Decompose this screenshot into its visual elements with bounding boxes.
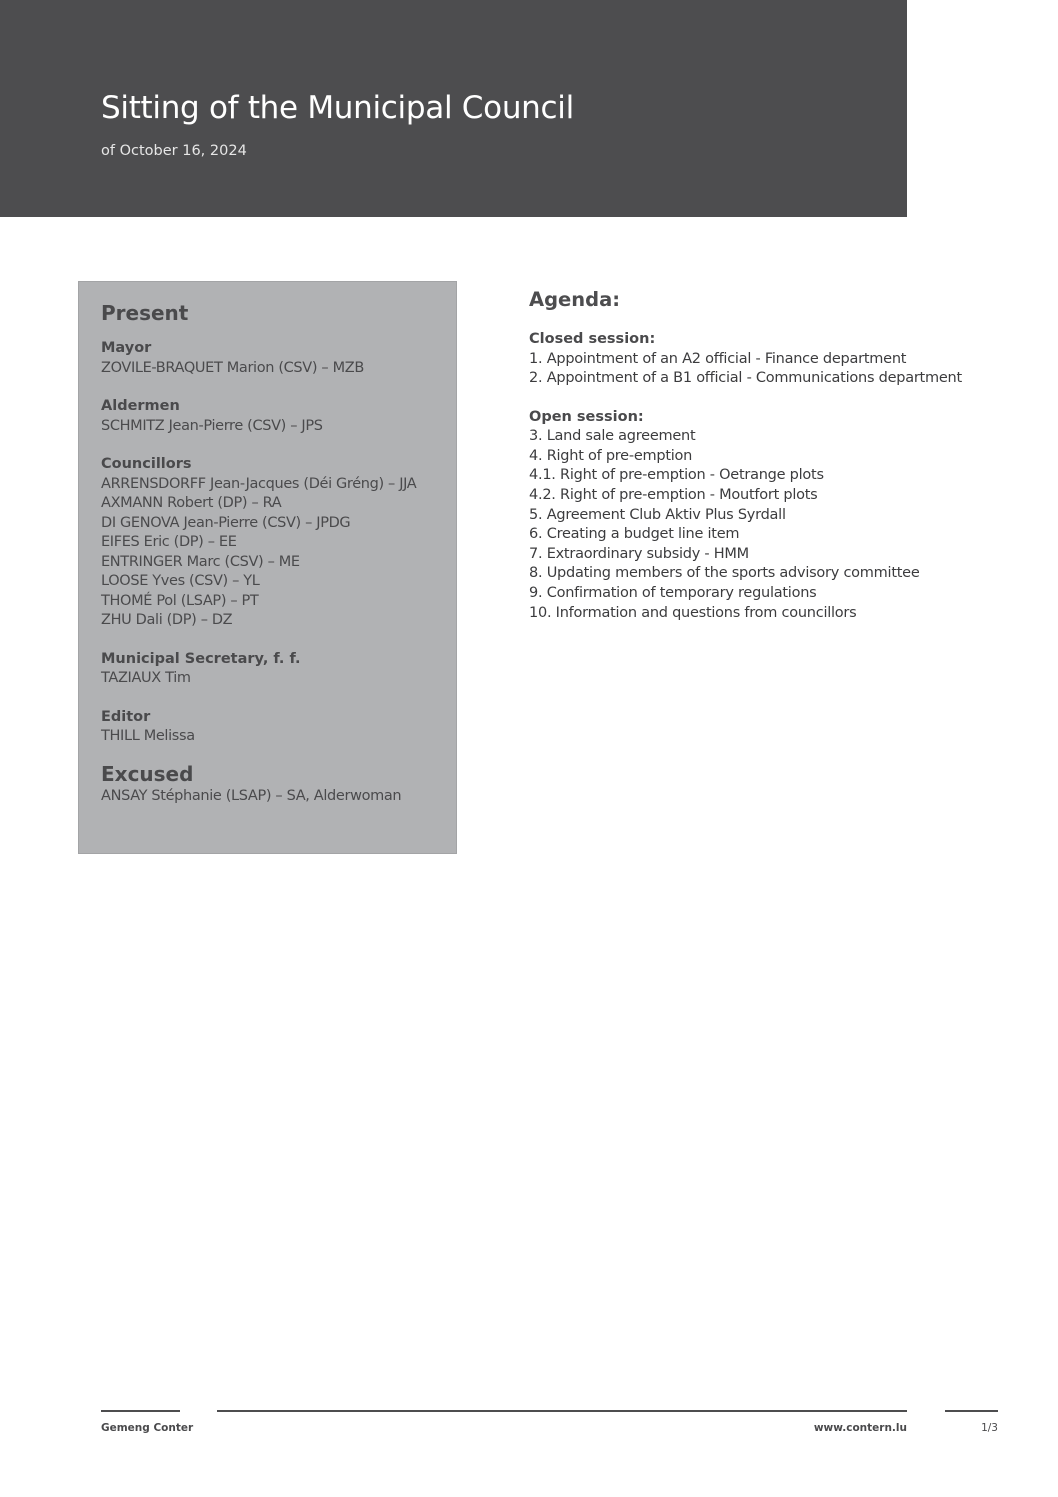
open-session [529, 408, 1029, 623]
agenda-item: 8. Updating members of the sports advisory committee [529, 565, 920, 582]
agenda-item: 7. Extraordinary subsidy - HMM [529, 545, 749, 562]
agenda-item: 4.1. Right of pre-emption - Oetrange plots [529, 467, 824, 484]
excused-member-name: ANSAY Stéphanie (LSAP) – SA, Alderwoman [101, 787, 402, 804]
agenda-section [529, 287, 1029, 642]
role-group-mayor [101, 339, 456, 378]
document-title: Sitting of the Municipal Council [101, 90, 574, 126]
role-label: Aldermen [101, 398, 180, 414]
agenda-title: Agenda: [529, 288, 621, 311]
footer-rule-middle [217, 1410, 907, 1412]
footer-rule-left [101, 1410, 180, 1412]
attendance-panel [78, 281, 457, 854]
role-label: Mayor [101, 340, 152, 356]
footer-page-number: 1/3 [981, 1422, 998, 1434]
footer-organization: Gemeng Conter [101, 1422, 194, 1434]
member-name: EIFES Eric (DP) – EE [101, 534, 237, 550]
role-group-councillors [101, 455, 456, 631]
document-date: of October 16, 2024 [101, 143, 247, 159]
agenda-item: 2. Appointment of a B1 official - Communications department [529, 370, 962, 387]
member-name: ENTRINGER Marc (CSV) – ME [101, 553, 300, 570]
role-group-aldermen [101, 397, 456, 436]
member-name: AXMANN Robert (DP) – RA [101, 495, 282, 511]
member-name: LOOSE Yves (CSV) – YL [101, 573, 260, 589]
role-label: Councillors [101, 456, 192, 472]
agenda-item: 4.2. Right of pre-emption - Moutfort plots [529, 486, 818, 503]
footer-website[interactable]: www.contern.lu [813, 1422, 907, 1434]
member-name: ZHU Dali (DP) – DZ [101, 612, 233, 628]
header-band [0, 0, 907, 217]
footer-rule-right [945, 1410, 998, 1412]
agenda-item: 4. Right of pre-emption [529, 447, 693, 464]
role-label: Editor [101, 708, 151, 725]
agenda-item: 9. Confirmation of temporary regulations [529, 584, 817, 601]
member-name: ZOVILE-BRAQUET Marion (CSV) – MZB [101, 359, 364, 376]
member-name: SCHMITZ Jean-Pierre (CSV) – JPS [101, 417, 323, 434]
agenda-item: 5. Agreement Club Aktiv Plus Syrdall [529, 506, 786, 523]
open-session-label: Open session: [529, 408, 644, 425]
member-name: THILL Melissa [101, 728, 195, 744]
excused-heading: Excused [101, 761, 194, 786]
closed-session [529, 330, 1029, 389]
role-label: Municipal Secretary, f. f. [101, 650, 301, 667]
member-name: THOMÉ Pol (LSAP) – PT [101, 592, 259, 609]
agenda-item: 1. Appointment of an A2 official - Finance department [529, 350, 907, 367]
agenda-item: 3. Land sale agreement [529, 428, 696, 445]
present-heading: Present [101, 301, 189, 325]
agenda-item: 10. Information and questions from councillors [529, 604, 857, 621]
role-group-municipal-secretary [101, 650, 456, 689]
member-name: DI GENOVA Jean-Pierre (CSV) – JPDG [101, 514, 351, 531]
member-name: TAZIAUX Tim [101, 670, 191, 686]
closed-session-label: Closed session: [529, 331, 656, 347]
role-group-editor [101, 708, 456, 747]
member-name: ARRENSDORFF Jean-Jacques (Déi Gréng) – JJA [101, 475, 417, 492]
agenda-item: 6. Creating a budget line item [529, 526, 740, 543]
